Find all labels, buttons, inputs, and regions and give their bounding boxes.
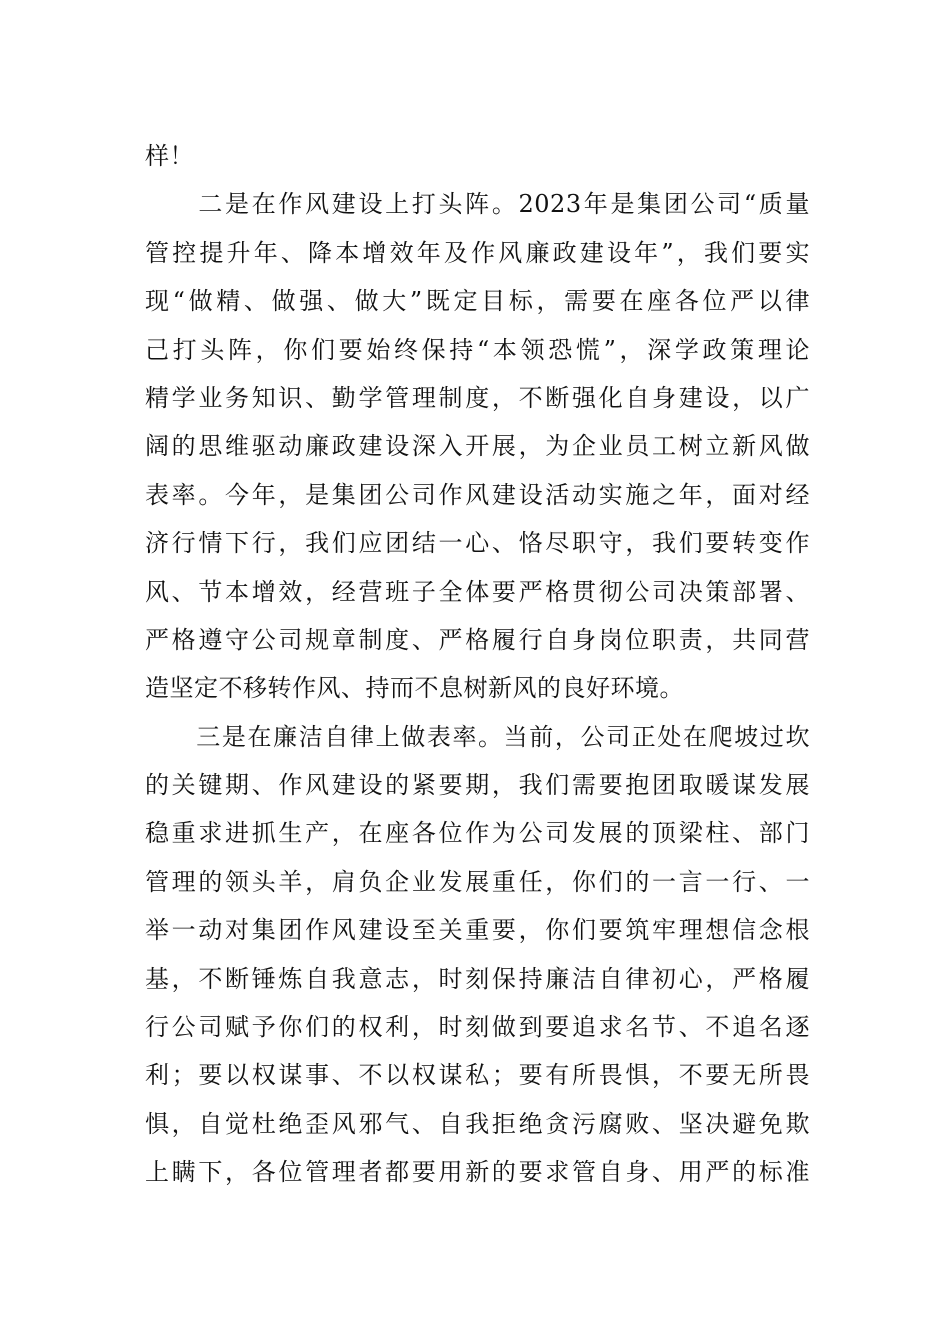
text-line: 阔的思维驱动廉政建设深入开展，为企业员工树立新风做: [145, 432, 810, 461]
document-body: [145, 132, 810, 1197]
text-line: 风、节本增效，经营班子全体要严格贯彻公司决策部署、: [145, 577, 810, 606]
text-line: 惧，自觉杜绝歪风邪气、自我拒绝贪污腐败、坚决避免欺: [145, 1109, 810, 1138]
text-line: 现“做精、做强、做大”既定目标，需要在座各位严以律: [145, 287, 810, 316]
text-line: 造坚定不移转作风、持而不息树新风的良好环境。: [145, 674, 684, 703]
text-line: 表率。今年，是集团公司作风建设活动实施之年，面对经: [145, 480, 810, 509]
text-line: 举一动对集团作风建设至关重要，你们要筑牢理想信念根: [145, 916, 810, 945]
text-line: 二是在作风建设上打头阵。2023年是集团公司“质量: [145, 190, 810, 219]
text-line: 稳重求进抓生产，在座各位作为公司发展的顶梁柱、部门: [145, 819, 810, 848]
text-line: 管控提升年、降本增效年及作风廉政建设年”，我们要实: [145, 238, 810, 267]
text-line: 己打头阵，你们要始终保持“本领恐慌”，深学政策理论: [145, 335, 810, 364]
text-line: 基，不断锤炼自我意志，时刻保持廉洁自律初心，严格履: [145, 964, 810, 993]
text-line: 精学业务知识、勤学管理制度，不断强化自身建设，以广: [145, 383, 810, 412]
text-line: 上瞒下，各位管理者都要用新的要求管自身、用严的标准: [145, 1158, 810, 1187]
text-line: 样！: [145, 142, 194, 170]
text-line: 济行情下行，我们应团结一心、恪尽职守，我们要转变作: [145, 529, 810, 558]
text-line: 三是在廉洁自律上做表率。当前，公司正处在爬坡过坎: [145, 722, 810, 751]
text-line: 的关键期、作风建设的紧要期，我们需要抱团取暖谋发展: [145, 771, 810, 800]
text-line: 行公司赋予你们的权利，时刻做到要追求名节、不追名逐: [145, 1013, 810, 1042]
text-line: 管理的领头羊，肩负企业发展重任，你们的一言一行、一: [145, 867, 810, 896]
text-line: 严格遵守公司规章制度、严格履行自身岗位职责，共同营: [145, 625, 810, 654]
text-line: 利；要以权谋事、不以权谋私；要有所畏惧，不要无所畏: [145, 1061, 810, 1090]
